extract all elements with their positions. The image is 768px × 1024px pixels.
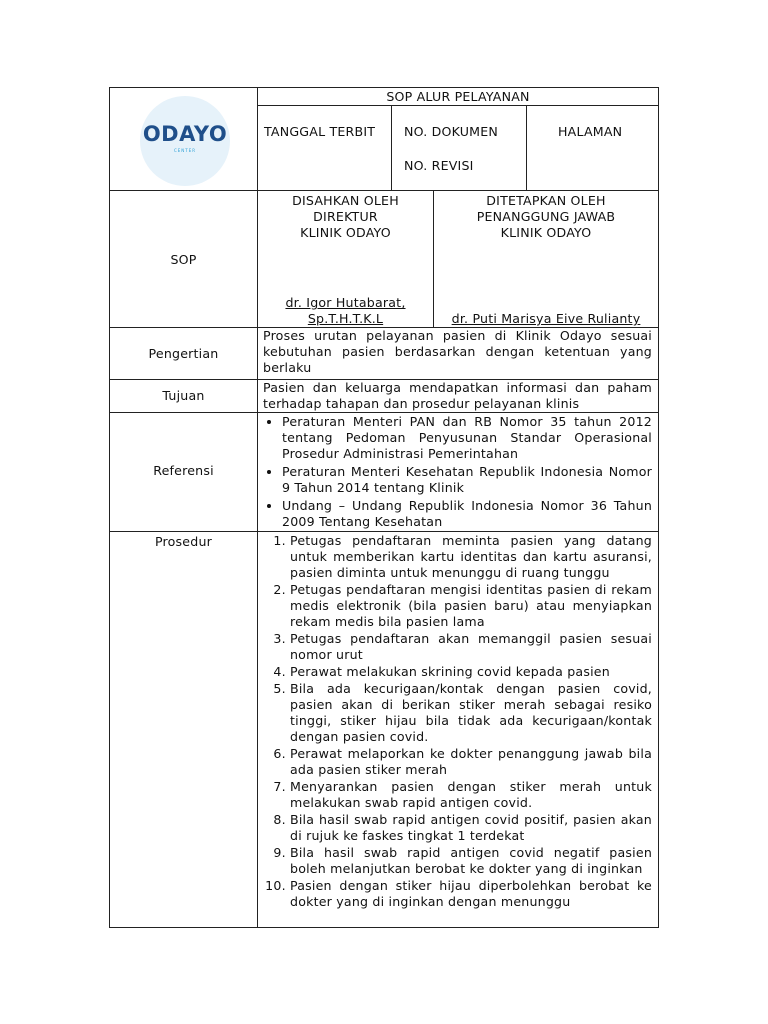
ditetapkan-cell: [433, 190, 659, 328]
ditetapkan-signatory-name: dr. Puti Marisya Eive Rulianty: [451, 311, 641, 326]
disahkan-line-3: KLINIK ODAYO: [300, 225, 391, 240]
prosedur-list: [258, 533, 652, 910]
odayo-logo: [140, 96, 230, 186]
ditetapkan-line-2: PENANGGUNG JAWAB: [476, 209, 616, 224]
prosedur-label: Prosedur: [154, 534, 213, 549]
ditetapkan-line-3: KLINIK ODAYO: [500, 225, 592, 240]
referensi-label: Referensi: [153, 463, 214, 478]
prosedur-step: 8. Bila hasil swab rapid antigen covid positif, pasien akan di rujuk ke faskes tingkat 1 terdekat: [290, 812, 652, 844]
pengertian-text: Proses urutan pelayanan pasien di Klinik Odayo sesuai kebutuhan pasien berdasarkan dengan ketentuan yang berlaku: [263, 328, 652, 375]
prosedur-content-cell: [257, 531, 659, 928]
prosedur-step: 1. Petugas pendaftaran meminta pasien yang datang untuk memberikan kartu identitas dan kartu asuransi, pasien diminta untuk menunggu di ruang tunggu: [290, 533, 652, 581]
disahkan-cell: [257, 190, 434, 328]
prosedur-step: 4. Perawat melakukan skrining covid kepada pasien: [290, 664, 652, 680]
referensi-item: • Peraturan Menteri Kesehatan Republik Indonesia Nomor 9 Tahun 2014 tentang Klinik: [282, 464, 652, 496]
halaman-cell: [526, 105, 659, 191]
referensi-content-cell: [257, 412, 659, 532]
sop-document: [109, 87, 659, 928]
tujuan-label: Tujuan: [162, 388, 205, 403]
tanggal-terbit-label: TANGGAL TERBIT: [264, 124, 376, 139]
referensi-label-cell: [109, 412, 258, 532]
tujuan-label-cell: [109, 379, 258, 413]
referensi-list: [258, 414, 652, 530]
sop-label: SOP: [170, 252, 197, 267]
title-text: SOP ALUR PELAYANAN: [386, 89, 530, 104]
ditetapkan-line-1: DITETAPKAN OLEH: [486, 193, 606, 208]
document-title: [257, 87, 659, 106]
prosedur-step: 2. Petugas pendaftaran mengisi identitas pasien di rekam medis elektronik (bila pasien baru) atau menyiapkan rekam medis bila pasien lama: [290, 582, 652, 630]
prosedur-step: 10. Pasien dengan stiker hijau diperbolehkan berobat ke dokter yang di inginkan dengan menunggu: [290, 878, 652, 910]
pengertian-content-cell: [257, 327, 659, 380]
prosedur-step: 7. Menyarankan pasien dengan stiker merah untuk melakukan swab rapid antigen covid.: [290, 779, 652, 811]
pengertian-label-cell: [109, 327, 258, 380]
pengertian-label: Pengertian: [148, 346, 219, 361]
prosedur-step: 3. Petugas pendaftaran akan memanggil pasien sesuai nomor urut: [290, 631, 652, 663]
prosedur-step: 9. Bila hasil swab rapid antigen covid negatif pasien boleh melanjutkan berobat ke dokter yang di inginkan: [290, 845, 652, 877]
tanggal-terbit-cell: [257, 105, 392, 191]
disahkan-line-2: DIREKTUR: [313, 209, 378, 224]
prosedur-step: 6. Perawat melaporkan ke dokter penanggung jawab bila ada pasien stiker merah: [290, 746, 652, 778]
disahkan-signatory-name: dr. Igor Hutabarat,: [285, 295, 406, 310]
logo-cell: [109, 87, 258, 191]
logo-text: ODAYO: [142, 122, 228, 146]
prosedur-step: 5. Bila ada kecurigaan/kontak dengan pasien covid, pasien akan di berikan stiker merah sebagai resiko tinggi, stiker hijau bila tidak ada kecurigaan/kontak dengan pasien covid.: [290, 681, 652, 745]
tujuan-content-cell: [257, 379, 659, 413]
prosedur-label-cell: [109, 531, 258, 928]
disahkan-signatory-title: Sp.T.H.T.K.L: [307, 311, 384, 326]
no-dokumen-label: NO. DOKUMEN: [404, 124, 499, 139]
disahkan-line-1: DISAHKAN OLEH: [292, 193, 399, 208]
no-revisi-label: NO. REVISI: [404, 158, 474, 173]
tujuan-text: Pasien dan keluarga mendapatkan informasi dan paham terhadap tahapan dan prosedur pelayanan klinis: [263, 380, 652, 411]
referensi-item: • Peraturan Menteri PAN dan RB Nomor 35 tahun 2012 tentang Pedoman Penyusunan Standar Operasional Prosedur Administrasi Pemerintahan: [282, 414, 652, 462]
sop-label-cell: [109, 190, 258, 328]
no-dokumen-cell: [391, 105, 527, 191]
logo-subtext: CENTER: [173, 148, 197, 153]
referensi-item: • Undang – Undang Republik Indonesia Nomor 36 Tahun 2009 Tentang Kesehatan: [282, 498, 652, 530]
halaman-label: HALAMAN: [558, 124, 623, 139]
